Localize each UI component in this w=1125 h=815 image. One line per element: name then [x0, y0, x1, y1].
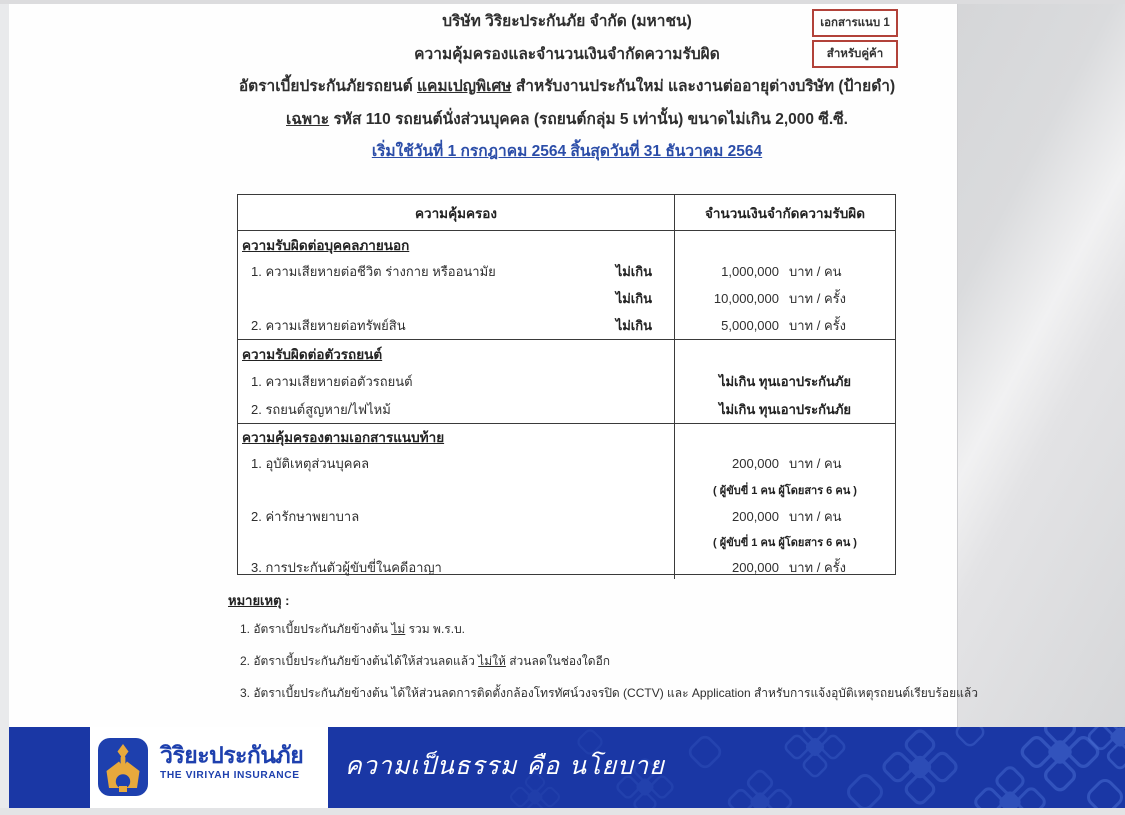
attachment-tag-label: เอกสารแนบ 1: [820, 17, 890, 29]
campaign-line: อัตราเบี้ยประกันภัยรถยนต์ แคมเปญพิเศษ สำหรับงานประกันใหม่ และงานต่ออายุต่างบริษัท (ป้ายดำ): [238, 78, 896, 95]
coverage-label: 3. การประกันตัวผู้ขับขี่ในคดีอาญา: [251, 559, 442, 575]
company-name: บริษัท วิริยะประกันภัย จำกัด (มหาชน): [442, 13, 692, 30]
brand-text: [160, 744, 303, 781]
table-row: [238, 529, 895, 555]
table-row: [238, 285, 895, 312]
coverage-table: [237, 194, 896, 575]
coverage-label: 2. ความเสียหายต่อทรัพย์สิน: [251, 318, 406, 333]
limit-amount: 1,000,000: [721, 264, 779, 279]
limit-unit: บาท / คน: [789, 264, 842, 279]
table-row: [238, 450, 895, 477]
note-item: 1. อัตราเบี้ยประกันภัยข้างต้น ไม่ รวม พ.ร.บ.: [240, 622, 466, 636]
table-row: [238, 477, 895, 503]
section-heading: ความรับผิดต่อบุคคลภายนอก: [242, 237, 410, 253]
limit-text: ไม่เกิน ทุนเอาประกันภัย: [718, 401, 852, 417]
effective-dates: เริ่มใช้วันที่ 1 กรกฎาคม 2564 สิ้นสุดวันที่ 31 ธันวาคม 2564: [371, 143, 763, 160]
brand-name-thai: วิริยะประกันภัย: [160, 742, 304, 768]
table-header-row: [238, 195, 895, 231]
table-row: [238, 258, 895, 285]
limit-amount: 200,000: [732, 508, 779, 524]
table-row: [238, 395, 895, 423]
seat-note: ( ผู้ขับขี่ 1 คน ผู้โดยสาร 6 คน ): [713, 485, 857, 497]
seat-note: ( ผู้ขับขี่ 1 คน ผู้โดยสาร 6 คน ): [713, 537, 857, 549]
photo-edge-left: [0, 4, 9, 808]
note-item: 2. อัตราเบี้ยประกันภัยข้างต้นได้ให้ส่วนลดแล้ว ไม่ให้ ส่วนลดในช่องใดอีก: [240, 654, 611, 668]
limit-unit: บาท / ครั้ง: [789, 291, 846, 306]
section-endorsements: [238, 423, 895, 579]
limit-amount: 5,000,000: [721, 318, 779, 333]
coverage-label: 1. อุบัติเหตุส่วนบุคคล: [251, 456, 370, 471]
limit-amount: 200,000: [732, 559, 779, 575]
limit-qualifier: ไม่เกิน: [615, 264, 652, 279]
limit-unit: บาท / คน: [789, 508, 842, 524]
section-third-party-liability: [238, 231, 895, 339]
photo-edge-bottom: [0, 808, 1125, 815]
vehicle-code-line: เฉพาะ รหัส 110 รถยนต์นั่งส่วนบุคคล (รถยนต์กลุ่ม 5 เท่านั้น) ขนาดไม่เกิน 2,000 ซี.ซี.: [286, 110, 848, 128]
coverage-column-header: ความคุ้มครอง: [238, 195, 675, 230]
limit-column-header: จำนวนเงินจำกัดความรับผิด: [705, 205, 865, 221]
document-header: [237, 14, 897, 177]
coverage-label: 2. ค่ารักษาพยาบาล: [251, 508, 360, 524]
viriyah-logo-icon: [98, 738, 148, 796]
note-item: 3. อัตราเบี้ยประกันภัยข้างต้น ได้ให้ส่วนลดการติดตั้งกล้องโทรทัศน์วงจรปิด (CCTV) และ Application สำหรับการแจ้งอุบัติเหตุรถยนต์เรียบร้อยแล้ว: [240, 686, 978, 700]
limit-unit: บาท / ครั้ง: [789, 318, 846, 333]
table-row: [238, 555, 895, 579]
limit-unit: บาท / ครั้ง: [789, 559, 846, 575]
coverage-label: 1. ความเสียหายต่อชีวิต ร่างกาย หรืออนามัย: [251, 264, 496, 279]
limit-amount: 200,000: [732, 456, 779, 471]
limit-qualifier: ไม่เกิน: [615, 318, 652, 333]
brand-slogan: ความเป็นธรรม คือ นโยบาย: [345, 751, 665, 780]
brand-logo-plate: [90, 727, 328, 808]
brand-name-english: THE VIRIYAH INSURANCE: [160, 770, 300, 781]
photo-background-right: [957, 4, 1125, 727]
section-heading-row: [238, 340, 895, 367]
table-row: [238, 367, 895, 395]
table-row: [238, 503, 895, 529]
limit-qualifier: ไม่เกิน: [615, 291, 652, 306]
table-row: [238, 312, 895, 339]
notes-heading: หมายเหตุ :: [228, 593, 290, 608]
limit-text: ไม่เกิน ทุนเอาประกันภัย: [718, 373, 852, 389]
section-heading-row: [238, 231, 895, 258]
coverage-label: 2. รถยนต์สูญหาย/ไฟไหม้: [251, 401, 391, 417]
limit-amount: 10,000,000: [713, 291, 779, 306]
for-partner-tag-label: สำหรับคู่ค้า: [826, 48, 884, 60]
coverage-label: 1. ความเสียหายต่อตัวรถยนต์: [251, 373, 413, 389]
document-title: ความคุ้มครองและจำนวนเงินจำกัดความรับผิด: [414, 45, 720, 63]
limit-unit: บาท / คน: [789, 456, 842, 471]
section-vehicle-damage: [238, 339, 895, 423]
section-heading: ความรับผิดต่อตัวรถยนต์: [242, 346, 383, 362]
section-heading-row: [238, 424, 895, 450]
section-heading: ความคุ้มครองตามเอกสารแนบท้าย: [242, 430, 445, 445]
notes-block: [228, 590, 978, 716]
